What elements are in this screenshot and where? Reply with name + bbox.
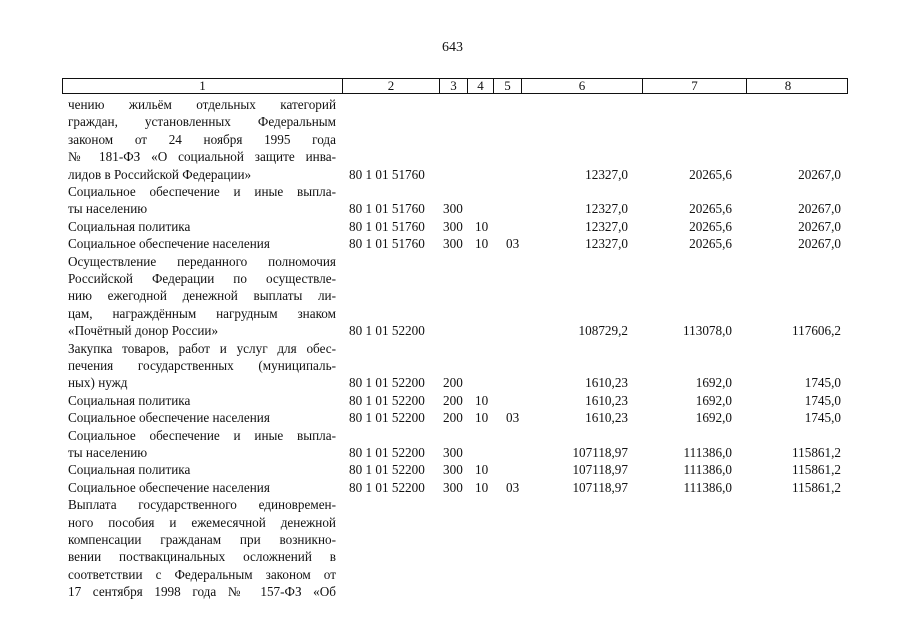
cell-c7: 20265,6 xyxy=(689,201,732,217)
description-line: Социальная политика xyxy=(68,218,191,234)
description-line: Социальное обеспечение и иные выпла- xyxy=(68,427,336,443)
description-line: лидов в Российской Федерации» xyxy=(68,166,252,182)
cell-c5: 03 xyxy=(506,236,520,252)
cell-c3: 300 xyxy=(443,462,463,478)
table-row xyxy=(0,96,905,183)
table-row xyxy=(0,409,905,426)
description-line: печения государственных (муниципаль- xyxy=(68,357,336,373)
row-description xyxy=(68,96,336,183)
row-description xyxy=(68,496,336,600)
row-description xyxy=(68,409,336,426)
cell-c7: 20265,6 xyxy=(689,218,732,234)
row-description xyxy=(68,218,336,235)
row-description xyxy=(68,392,336,409)
cell-c6: 1610,23 xyxy=(585,392,628,408)
header-col-3: 3 xyxy=(440,79,468,93)
table-row xyxy=(0,496,905,600)
cell-c4: 10 xyxy=(475,218,489,234)
cell-c6: 107118,97 xyxy=(572,479,628,495)
cell-c2: 80 1 01 52200 xyxy=(349,479,425,495)
description-line: ты населению xyxy=(68,444,148,460)
cell-c2: 80 1 01 52200 xyxy=(349,323,425,339)
cell-c7: 1692,0 xyxy=(695,392,732,408)
cell-c3: 200 xyxy=(443,375,463,391)
description-line: цам, награждённым нагрудным знаком xyxy=(68,305,336,321)
table-row xyxy=(0,392,905,409)
description-line: Социальное обеспечение населения xyxy=(68,410,270,426)
cell-c4: 10 xyxy=(475,392,489,408)
cell-c5: 03 xyxy=(506,479,520,495)
row-description xyxy=(68,253,336,340)
cell-c3: 300 xyxy=(443,236,463,252)
cell-c7: 111386,0 xyxy=(683,444,732,460)
cell-c3: 300 xyxy=(443,479,463,495)
cell-c8: 117606,2 xyxy=(792,323,841,339)
description-line: нию ежегодной денежной выплаты ли- xyxy=(68,288,336,304)
cell-c8: 1745,0 xyxy=(804,375,841,391)
description-line: Социальное обеспечение населения xyxy=(68,479,270,495)
row-description xyxy=(68,340,336,392)
cell-c7: 111386,0 xyxy=(683,479,732,495)
page-number: 643 xyxy=(442,40,463,55)
row-description xyxy=(68,235,336,252)
cell-c8: 1745,0 xyxy=(804,392,841,408)
cell-c7: 111386,0 xyxy=(683,462,732,478)
cell-c5: 03 xyxy=(506,410,520,426)
table-row xyxy=(0,427,905,462)
header-col-4: 4 xyxy=(468,79,494,93)
cell-c8: 20267,0 xyxy=(798,218,841,234)
row-description xyxy=(68,183,336,218)
table-header xyxy=(62,78,848,94)
header-col-2: 2 xyxy=(343,79,440,93)
cell-c2: 80 1 01 52200 xyxy=(349,410,425,426)
cell-c2: 80 1 01 51760 xyxy=(349,236,425,252)
cell-c2: 80 1 01 52200 xyxy=(349,444,425,460)
cell-c8: 115861,2 xyxy=(792,444,841,460)
cell-c6: 12327,0 xyxy=(585,236,628,252)
description-line: граждан, установленных Федеральным xyxy=(68,114,336,130)
header-col-7: 7 xyxy=(643,79,747,93)
description-line: № 181-ФЗ «О социальной защите инва- xyxy=(68,149,336,165)
cell-c6: 107118,97 xyxy=(572,462,628,478)
description-line: законом от 24 ноября 1995 года xyxy=(68,131,336,147)
table-row xyxy=(0,340,905,392)
cell-c3: 200 xyxy=(443,392,463,408)
cell-c8: 20267,0 xyxy=(798,236,841,252)
row-description xyxy=(68,461,336,478)
cell-c2: 80 1 01 51760 xyxy=(349,166,425,182)
cell-c4: 10 xyxy=(475,479,489,495)
cell-c4: 10 xyxy=(475,236,489,252)
description-line: ного пособия и ежемесячной денежной xyxy=(68,514,336,530)
cell-c4: 10 xyxy=(475,410,489,426)
cell-c6: 1610,23 xyxy=(585,410,628,426)
description-line: Выплата государственного единовремен- xyxy=(68,497,336,513)
cell-c3: 300 xyxy=(443,201,463,217)
description-line: Осуществление переданного полномочия xyxy=(68,253,336,269)
description-line: Социальное обеспечение и иные выпла- xyxy=(68,184,336,199)
description-line: Социальная политика xyxy=(68,392,191,408)
cell-c2: 80 1 01 52200 xyxy=(349,392,425,408)
description-line: «Почётный донор России» xyxy=(68,323,219,339)
cell-c3: 300 xyxy=(443,218,463,234)
header-col-6: 6 xyxy=(522,79,643,93)
table-row xyxy=(0,461,905,478)
description-line: соответствии с Федеральным законом от xyxy=(68,566,336,582)
cell-c2: 80 1 01 51760 xyxy=(349,201,425,217)
description-line: вении поствакцинальных осложнений в xyxy=(68,549,336,565)
cell-c3: 200 xyxy=(443,410,463,426)
cell-c6: 1610,23 xyxy=(585,375,628,391)
cell-c2: 80 1 01 52200 xyxy=(349,375,425,391)
header-col-1: 1 xyxy=(63,79,343,93)
cell-c6: 12327,0 xyxy=(585,166,628,182)
description-line: ты населению xyxy=(68,201,148,217)
description-line: компенсации гражданам при возникно- xyxy=(68,531,336,547)
table-body xyxy=(0,96,905,601)
cell-c7: 20265,6 xyxy=(689,236,732,252)
header-col-8: 8 xyxy=(784,78,792,93)
table-row xyxy=(0,479,905,496)
description-line: ных) нужд xyxy=(68,375,128,391)
cell-c7: 1692,0 xyxy=(695,410,732,426)
cell-c6: 107118,97 xyxy=(572,444,628,460)
cell-c8: 20267,0 xyxy=(798,201,841,217)
cell-c8: 115861,2 xyxy=(792,479,841,495)
cell-c8: 115861,2 xyxy=(792,462,841,478)
cell-c3: 300 xyxy=(443,444,463,460)
cell-c2: 80 1 01 52200 xyxy=(349,462,425,478)
header-col-5: 5 xyxy=(494,79,522,93)
description-line: Российской Федерации по осуществле- xyxy=(68,270,336,286)
description-line: Социальная политика xyxy=(68,462,191,478)
cell-c4: 10 xyxy=(475,462,489,478)
row-description xyxy=(68,427,336,462)
description-line: 17 сентября 1998 года № 157-ФЗ «Об xyxy=(68,584,336,600)
cell-c6: 12327,0 xyxy=(585,201,628,217)
cell-c8: 20267,0 xyxy=(798,166,841,182)
table-row xyxy=(0,235,905,252)
cell-c7: 20265,6 xyxy=(689,166,732,182)
cell-c7: 113078,0 xyxy=(683,323,732,339)
table-row xyxy=(0,253,905,340)
cell-c8: 1745,0 xyxy=(804,410,841,426)
description-line: Социальное обеспечение населения xyxy=(68,236,270,252)
description-line: чению жильём отдельных категорий xyxy=(68,97,336,112)
cell-c6: 12327,0 xyxy=(585,218,628,234)
description-line: Закупка товаров, работ и услуг для обес- xyxy=(68,340,336,356)
cell-c2: 80 1 01 51760 xyxy=(349,218,425,234)
cell-c6: 108729,2 xyxy=(578,323,628,339)
table-row xyxy=(0,218,905,235)
row-description xyxy=(68,479,336,496)
table-row xyxy=(0,183,905,218)
cell-c7: 1692,0 xyxy=(695,375,732,391)
